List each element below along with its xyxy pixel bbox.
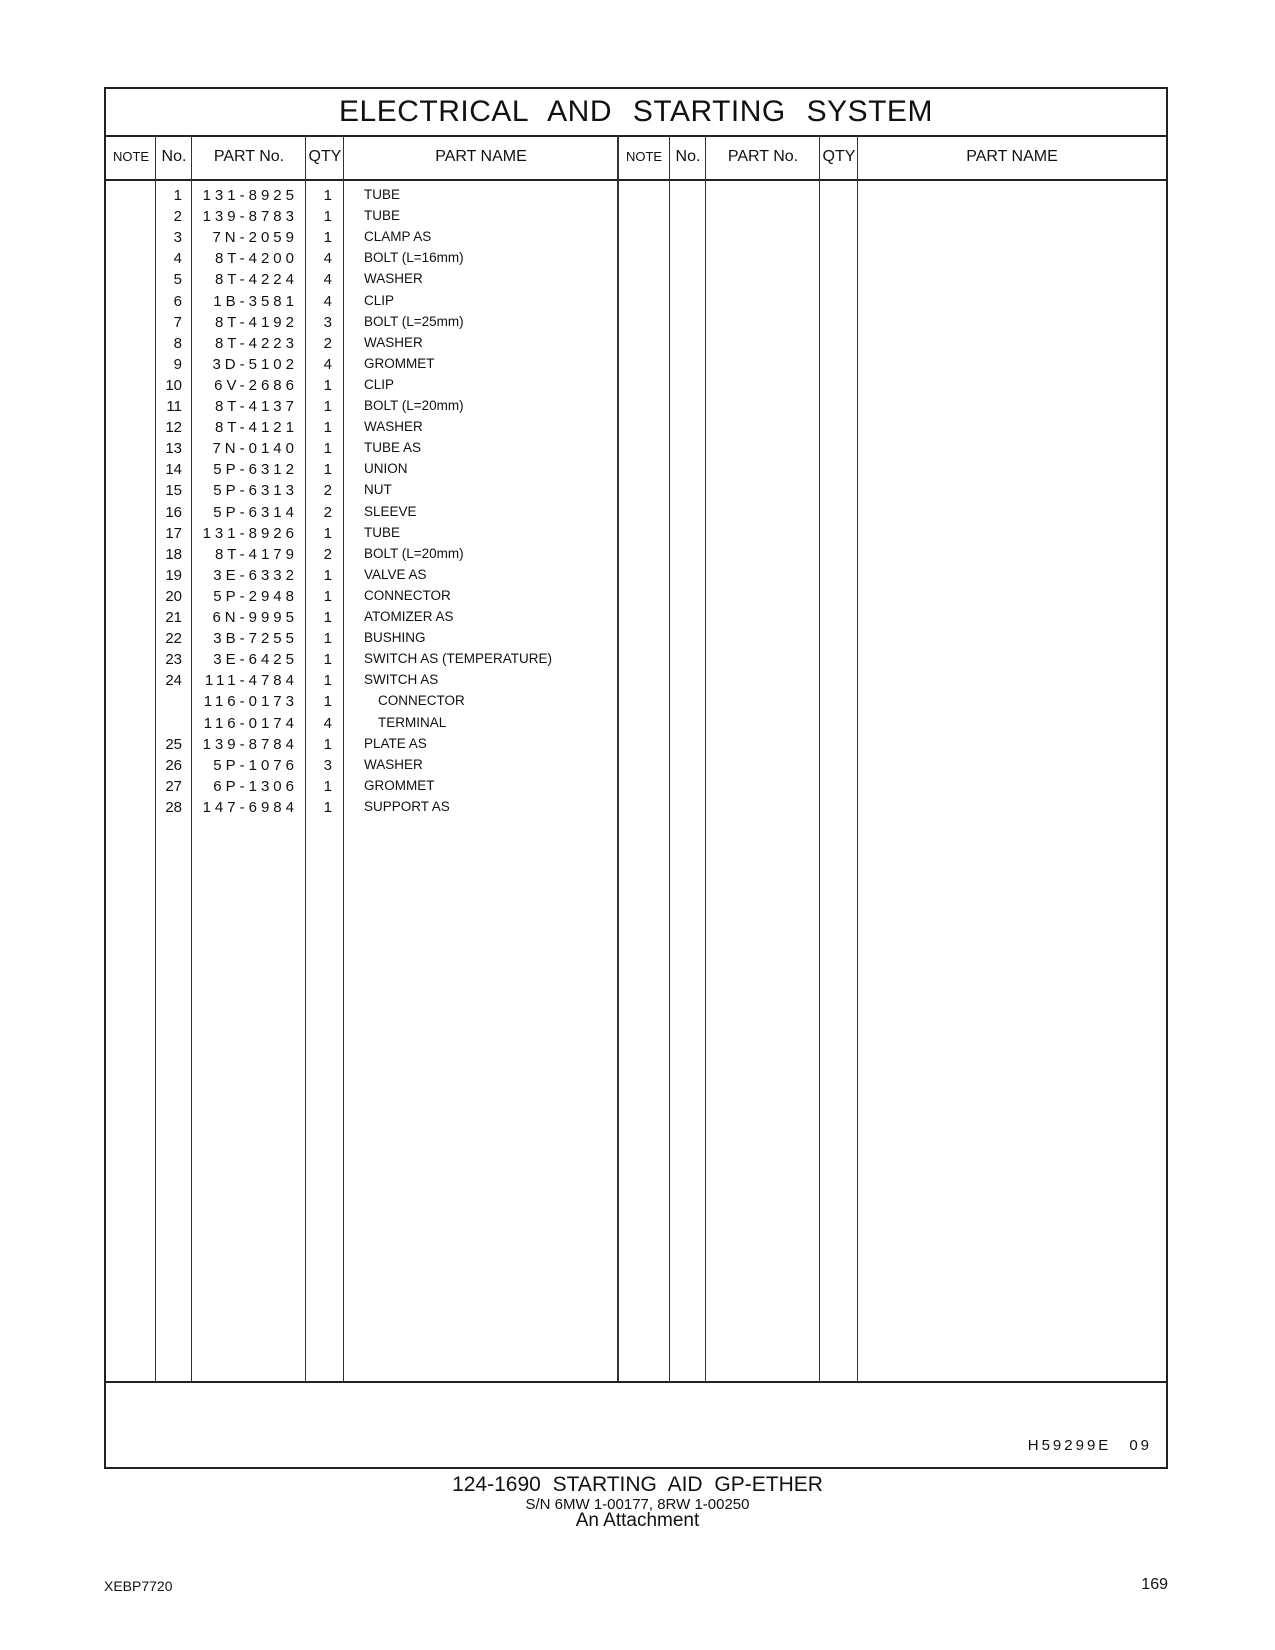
part-number-index: 21 <box>165 609 182 626</box>
column-divider <box>617 135 619 1383</box>
part-number-index: 9 <box>173 355 182 373</box>
part-number: 8T-4121 <box>214 419 298 437</box>
header-note-left: NOTE <box>112 149 150 164</box>
part-name: BOLT (L=20mm) <box>364 398 464 413</box>
part-quantity: 1 <box>323 419 332 437</box>
part-number: 131-8926 <box>202 524 298 542</box>
column-divider <box>305 135 306 1383</box>
part-quantity: 1 <box>323 672 332 690</box>
part-name: UNION <box>364 461 408 477</box>
part-number: 6P-1306 <box>213 777 298 795</box>
part-number: 8T-4200 <box>214 250 298 268</box>
part-number-index: 3 <box>173 229 182 247</box>
column-divider <box>191 135 192 1383</box>
part-number-index: 13 <box>165 440 182 458</box>
header-part-no-left: PART No. <box>213 148 285 165</box>
part-quantity: 4 <box>323 355 332 373</box>
column-divider <box>343 135 344 1383</box>
part-number-index: 4 <box>173 250 182 268</box>
header-no-right: No. <box>675 148 701 165</box>
part-number-index: 6 <box>173 292 182 310</box>
part-name: BUSHING <box>364 630 426 646</box>
part-number: 5P-1076 <box>213 756 298 774</box>
part-quantity: 1 <box>323 398 332 415</box>
part-number: 139-8784 <box>202 735 298 753</box>
header-qty-right: QTY <box>822 148 856 165</box>
part-number: 8T-4179 <box>214 545 298 563</box>
part-number-index: 15 <box>165 482 182 500</box>
part-number: 8T-4137 <box>214 398 298 415</box>
part-quantity: 2 <box>323 503 332 521</box>
part-number-index: 2 <box>173 208 182 226</box>
part-number-index: 16 <box>165 503 182 521</box>
header-part-name-right: PART NAME <box>966 148 1058 165</box>
part-number-index: 1 <box>173 187 182 204</box>
part-number: 8T-4224 <box>214 271 298 289</box>
part-number: 116-0174 <box>203 714 298 732</box>
part-number: 5P-6312 <box>213 461 298 479</box>
part-quantity: 1 <box>323 524 332 542</box>
part-number: 111-4784 <box>204 672 298 690</box>
part-number: 1B-3581 <box>213 292 298 310</box>
part-name: CLAMP AS <box>364 229 432 245</box>
part-name: SWITCH AS <box>364 672 439 688</box>
part-name: SWITCH AS (TEMPERATURE) <box>364 651 553 667</box>
part-number-index: 5 <box>173 271 182 289</box>
part-number-index: 18 <box>165 545 182 563</box>
part-number: 116-0173 <box>203 693 298 711</box>
part-name: CLIP <box>364 376 395 392</box>
part-number: 6V-2686 <box>214 376 298 394</box>
part-number-index: 26 <box>165 756 182 774</box>
part-name: CLIP <box>364 292 395 308</box>
column-divider <box>819 135 820 1383</box>
part-number-index: 11 <box>166 398 182 415</box>
page-number: 169 <box>1141 1576 1168 1593</box>
part-quantity: 4 <box>323 271 332 289</box>
part-name: GROMMET <box>364 777 435 793</box>
page-title: ELECTRICAL AND STARTING SYSTEM <box>106 89 1166 137</box>
part-number: 5P-2948 <box>213 587 298 605</box>
part-number-index: 7 <box>173 313 182 331</box>
part-number-index: 22 <box>165 630 182 648</box>
column-divider <box>857 135 858 1383</box>
part-quantity: 1 <box>323 609 332 626</box>
part-quantity: 4 <box>323 292 332 310</box>
part-number-index: 12 <box>165 419 182 437</box>
part-quantity: 2 <box>323 545 332 563</box>
part-quantity: 2 <box>323 482 332 500</box>
part-quantity: 1 <box>323 566 332 584</box>
group-caption: 124-1690 STARTING AID GP-ETHER <box>452 1473 823 1496</box>
part-name: ATOMIZER AS <box>364 609 454 624</box>
part-name: BOLT (L=20mm) <box>364 545 464 561</box>
part-name: WASHER <box>364 756 423 772</box>
table-bottom-rule <box>106 1381 1166 1383</box>
part-number-index: 20 <box>165 587 182 605</box>
part-quantity: 3 <box>323 313 332 331</box>
part-name: NUT <box>364 482 392 498</box>
part-number-index: 28 <box>165 798 182 816</box>
part-number: 147-6984 <box>202 798 298 816</box>
part-name: WASHER <box>364 334 423 350</box>
attachment-caption: An Attachment <box>575 1510 700 1531</box>
part-quantity: 1 <box>323 208 332 226</box>
part-quantity: 1 <box>323 229 332 247</box>
part-number-index: 24 <box>165 672 182 690</box>
part-number: 5P-6314 <box>213 503 298 521</box>
drawing-code <box>1028 1437 1152 1454</box>
parts-table-frame <box>104 87 1168 1469</box>
part-name: CONNECTOR <box>364 587 451 603</box>
part-quantity: 1 <box>323 376 332 394</box>
part-number: 7N-0140 <box>212 440 298 458</box>
part-name: GROMMET <box>364 355 435 371</box>
part-quantity: 3 <box>323 756 332 774</box>
part-quantity: 2 <box>323 334 332 352</box>
part-quantity: 4 <box>323 714 332 732</box>
part-number: 8T-4223 <box>214 334 298 352</box>
part-name: WASHER <box>364 419 423 435</box>
part-name: TUBE <box>364 187 401 202</box>
column-divider <box>669 135 670 1383</box>
part-name: TUBE <box>364 208 401 224</box>
part-quantity: 4 <box>323 250 332 268</box>
part-number-index: 27 <box>165 777 182 795</box>
table-header <box>106 135 1166 181</box>
part-number: 3B-7255 <box>213 630 298 648</box>
part-number-index: 17 <box>165 524 182 542</box>
part-name: SUPPORT AS <box>364 798 450 814</box>
part-name: BOLT (L=25mm) <box>364 313 464 329</box>
part-quantity: 1 <box>323 461 332 479</box>
part-number: 8T-4192 <box>214 313 298 331</box>
header-note-right: NOTE <box>625 149 663 164</box>
part-number-index: 19 <box>165 566 182 584</box>
part-name: TUBE <box>364 524 401 540</box>
part-number: 5P-6313 <box>213 482 298 500</box>
part-number-index: 25 <box>165 735 182 753</box>
part-quantity: 1 <box>323 587 332 605</box>
part-number: 3D-5102 <box>212 355 298 373</box>
part-number: 3E-6332 <box>213 566 298 584</box>
part-name: WASHER <box>364 271 423 287</box>
header-qty-left: QTY <box>308 148 342 165</box>
part-quantity: 1 <box>323 630 332 648</box>
serial-caption: S/N 6MW 1-00177, 8RW 1-00250 <box>525 1496 750 1513</box>
part-quantity: 1 <box>323 798 332 816</box>
document-id: XEBP7720 <box>104 1578 173 1594</box>
drawing-code-id: H59299E <box>1027 1437 1112 1454</box>
drawing-code-rev: 09 <box>1129 1437 1152 1454</box>
part-number-index: 10 <box>165 376 182 394</box>
part-number: 131-8925 <box>202 187 298 204</box>
part-quantity: 1 <box>323 440 332 458</box>
part-number-index: 23 <box>165 651 182 669</box>
column-divider <box>705 135 706 1383</box>
header-part-name-left: PART NAME <box>435 148 527 165</box>
part-number: 6N-9995 <box>212 609 298 626</box>
part-quantity: 1 <box>323 651 332 669</box>
part-number: 3E-6425 <box>213 651 298 669</box>
part-name: VALVE AS <box>364 566 427 582</box>
part-quantity: 1 <box>323 187 332 204</box>
part-name: BOLT (L=16mm) <box>364 250 464 266</box>
header-no-left: No. <box>161 148 187 165</box>
part-number-index: 14 <box>165 461 182 479</box>
part-name: TERMINAL <box>378 714 447 730</box>
part-name: PLATE AS <box>364 735 427 751</box>
part-number: 139-8783 <box>202 208 298 226</box>
part-name: TUBE AS <box>364 440 422 456</box>
part-name: CONNECTOR <box>378 693 465 709</box>
part-name: SLEEVE <box>364 503 417 519</box>
part-quantity: 1 <box>323 693 332 711</box>
part-quantity: 1 <box>323 777 332 795</box>
part-quantity: 1 <box>323 735 332 753</box>
part-number: 7N-2059 <box>212 229 298 247</box>
part-number-index: 8 <box>173 334 182 352</box>
header-part-no-right: PART No. <box>727 148 799 165</box>
